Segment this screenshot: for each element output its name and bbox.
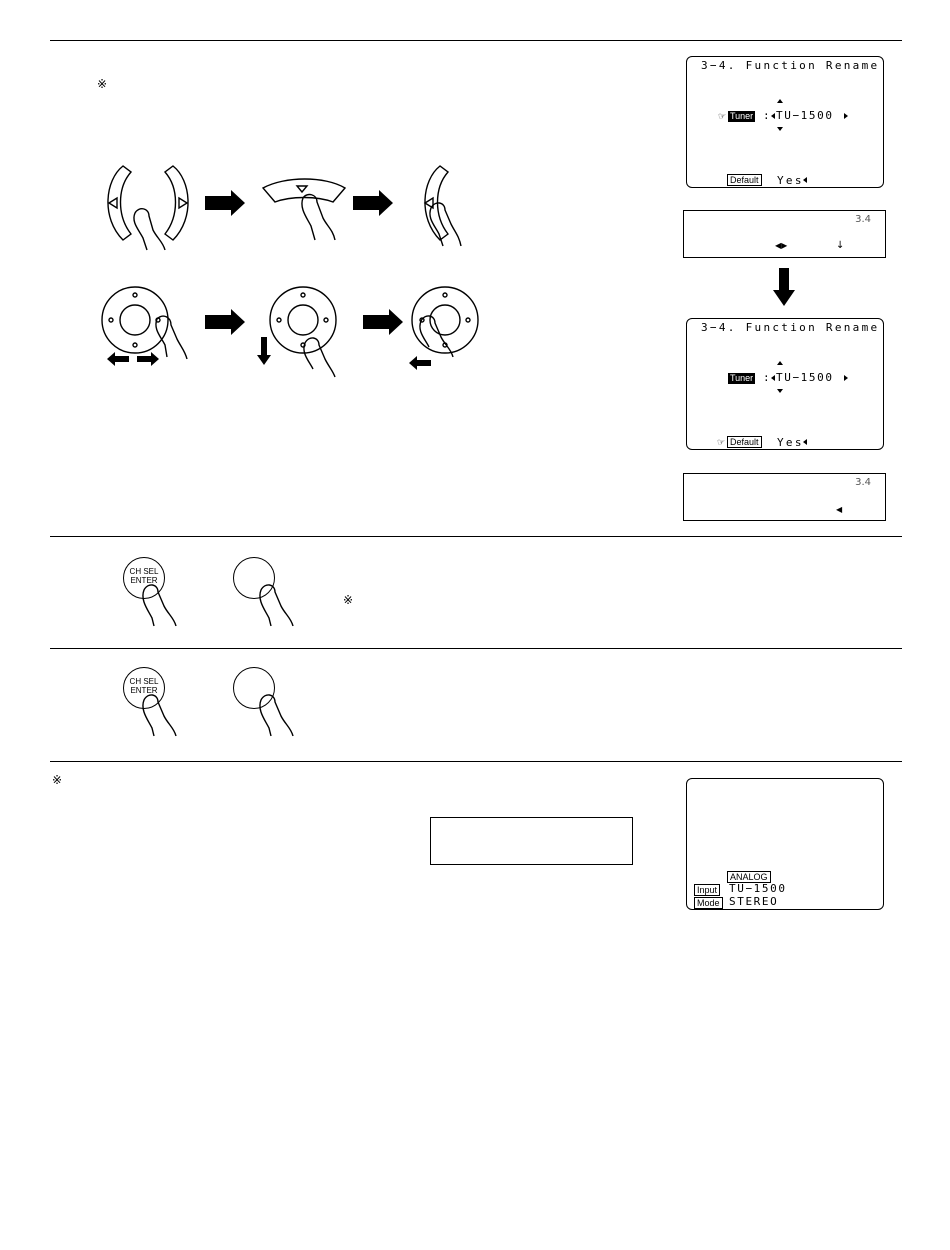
chsel-line2: ENTER [130,576,158,585]
down-arrow-icon [777,389,783,393]
left-cursor-icon: ◀ [836,505,843,514]
osd-title: 3−4. Function Rename [701,321,880,334]
section-rule-2 [50,536,902,537]
rename-value: TU−1500 [776,109,834,122]
left-right-cursor-icon: ◀▶ [775,241,788,250]
colon: : [763,371,772,384]
hand-icon [138,692,188,737]
chsel-line1: CH SEL [129,567,159,576]
hand-icon [255,692,305,737]
mode-label: Mode [694,897,723,909]
pointer-icon: ☞ [717,438,726,448]
left-arrow-icon [771,375,775,381]
yes-option: Yes [777,436,804,449]
osd-title: 3−4. Function Rename [701,59,880,72]
chsel-line1: CH SEL [129,677,159,686]
fl-display-2 [683,473,886,521]
input-label: Input [694,884,720,896]
input-value: TU−1500 [729,882,787,895]
chsel-line2: ENTER [130,686,158,695]
note-mark-2: ※ [343,593,354,607]
osd-status-screen [686,778,884,910]
yes-option: Yes [777,174,804,187]
hand-icon [255,582,305,627]
section-rule-top [50,40,902,41]
mode-value: STEREO [729,895,779,908]
colon: : [763,109,772,122]
left-arrow-icon [771,113,775,119]
osd-function-rename-2 [686,318,884,450]
note-mark-1: ※ [97,77,108,91]
fl-counter: 3.4 [855,477,871,488]
tuner-field-label: Tuner [730,111,754,121]
default-option: Default [727,436,762,448]
fl-display-blank [430,817,633,865]
note-mark-3: ※ [52,773,63,787]
down-cursor-icon: ↓ [836,240,845,251]
section-rule-3 [50,648,902,649]
left-arrow-icon [803,177,807,183]
rename-value: TU−1500 [776,371,834,384]
cursor-buttons-illustration [95,158,495,258]
right-arrow-icon [844,113,848,119]
right-arrow-icon [844,375,848,381]
left-arrow-icon [803,439,807,445]
fl-counter: 3.4 [855,214,871,225]
down-arrow-icon [773,268,795,306]
analog-badge: ANALOG [727,871,771,883]
default-option: Default [727,174,762,186]
up-arrow-icon [777,99,783,103]
pointer-icon: ☞ [718,112,727,122]
hand-icon [138,582,188,627]
osd-function-rename-1 [686,56,884,188]
fl-display-1 [683,210,886,258]
section-rule-4 [50,761,902,762]
jog-dial-illustration [95,285,495,380]
tuner-field-label: Tuner [730,373,754,383]
down-arrow-icon [777,127,783,131]
up-arrow-icon [777,361,783,365]
